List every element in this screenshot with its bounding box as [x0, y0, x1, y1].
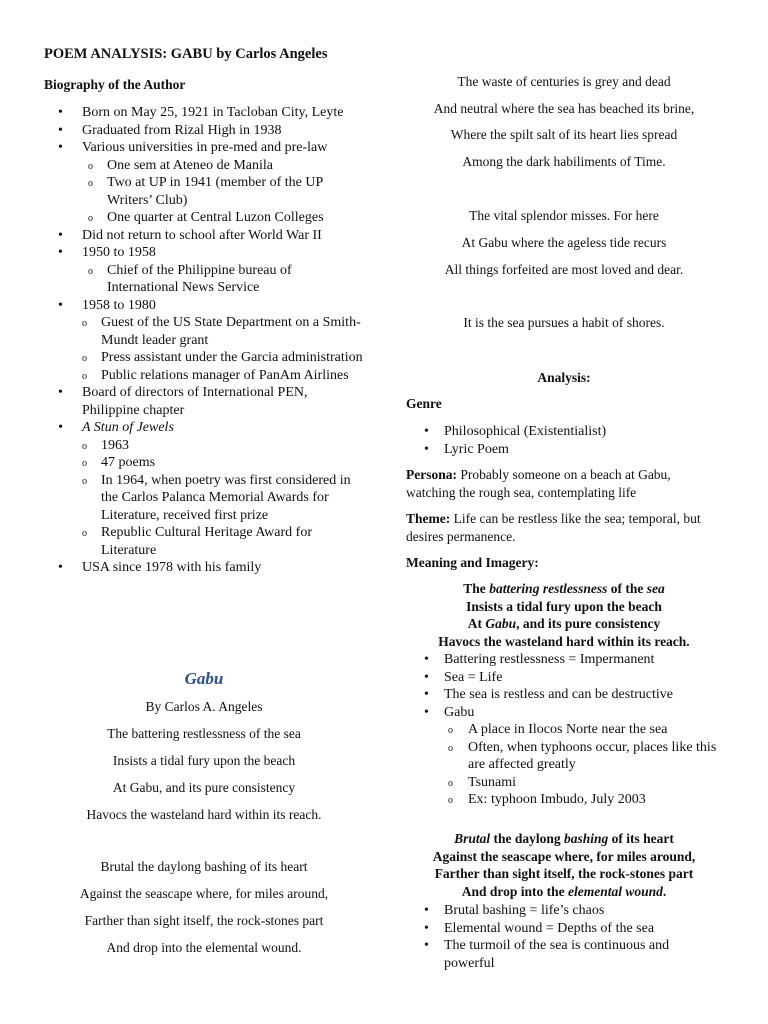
sub-list-item: o Public relations manager of PanAm Airlines [44, 367, 364, 385]
stanza-quote-1 [406, 580, 722, 650]
sub-list-item: o A place in Ilocos Norte near the sea [406, 721, 722, 739]
stanza-quote-2 [406, 830, 722, 900]
sub-list-item: o Guest of the US State Department on a Smith-Mundt leader grant [44, 314, 364, 349]
stanza-emphasis: sea [646, 581, 665, 596]
list-item: • A Stun of Jewels [44, 419, 364, 437]
theme-paragraph [406, 510, 722, 545]
poem-line: Insists a tidal fury upon the beach [112, 753, 296, 768]
list-item: • Did not return to school after World War II [44, 227, 364, 245]
page-title: POEM ANALYSIS: GABU by Carlos Angeles [44, 46, 328, 62]
stanza-text: the daylong [490, 831, 565, 846]
list-item: • Born on May 25, 1921 in Tacloban City, Leyte [44, 104, 364, 122]
stanza-line [406, 883, 722, 901]
poem-line: Where the spilt salt of its heart lies spread [450, 127, 678, 142]
stanza-line: Insists a tidal fury upon the beach [466, 598, 662, 614]
poem-line: Brutal the daylong bashing of its heart [100, 859, 308, 874]
stanza-emphasis: battering restlessness [489, 581, 608, 596]
poem-line: And drop into the elemental wound. [106, 940, 302, 955]
stanza-emphasis: Gabu [485, 616, 517, 631]
stanza-line: Havocs the wasteland hard within its reach. [438, 633, 690, 649]
stanza-text: of its heart [608, 831, 674, 846]
stanza-text: , and its pure consistency [516, 616, 661, 631]
poem-line: The vital splendor misses. For here [469, 208, 659, 223]
stanza-text: And drop into the [461, 883, 568, 899]
list-item: • Philosophical (Existentialist) [406, 423, 722, 441]
poem-line: At Gabu where the ageless tide recurs [461, 235, 667, 250]
sub-list-item: o Republic Cultural Heritage Award for Literature [44, 524, 364, 559]
sub-list-item: o One sem at Ateneo de Manila [44, 157, 364, 175]
poem-line: At Gabu, and its pure consistency [112, 780, 296, 795]
list-item: • The sea is restless and can be destructive [406, 686, 722, 704]
sub-list-item: o Chief of the Philippine bureau of International News Service [44, 262, 364, 297]
list-item: • USA since 1978 with his family [44, 559, 364, 577]
sub-list-item: o One quarter at Central Luzon Colleges [44, 209, 364, 227]
persona-label: Persona: [406, 467, 457, 482]
sub-list-item: o Often, when typhoons occur, places like this are affected greatly [406, 739, 722, 774]
genre-list [406, 423, 722, 458]
list-item: • Gabu [406, 704, 722, 722]
stanza-line [406, 580, 722, 598]
stanza-emphasis: Brutal [454, 831, 491, 846]
sub-list-item: o Press assistant under the Garcia administration [44, 349, 364, 367]
meaning-heading: Meaning and Imagery: [406, 555, 539, 570]
stanza-text: of the [607, 581, 647, 596]
meaning-list-1 [406, 651, 722, 809]
persona-text: Probably someone on a beach at Gabu, watching the rough sea, contemplating life [406, 467, 671, 500]
list-item: • 1958 to 1980 [44, 297, 364, 315]
list-item: • Lyric Poem [406, 441, 722, 459]
list-item: • Brutal bashing = life’s chaos [406, 902, 722, 920]
poem-line: Havocs the wasteland hard within its reach. [86, 807, 322, 822]
poem-line: Among the dark habiliments of Time. [462, 154, 666, 169]
list-item: • 1950 to 1958 [44, 244, 364, 262]
poem-line: The battering restlessness of the sea [107, 726, 301, 741]
stanza-text: The [463, 581, 490, 596]
stanza-line [406, 830, 722, 848]
sub-list-item: o Tsunami [406, 774, 722, 792]
stanza-line [406, 615, 722, 633]
list-item: • Various universities in pre-med and pre-law [44, 139, 364, 157]
list-item: • Battering restlessness = Impermanent [406, 651, 722, 669]
stanza-text: At [467, 616, 486, 631]
list-item: • Graduated from Rizal High in 1938 [44, 122, 364, 140]
poem-byline: By Carlos A. Angeles [145, 699, 263, 714]
list-item: • Sea = Life [406, 669, 722, 687]
list-item: • Board of directors of International PEN, Philippine chapter [44, 384, 364, 419]
sub-list-item: o Two at UP in 1941 (member of the UP Writers’ Club) [44, 174, 364, 209]
stanza-emphasis: bashing [564, 831, 609, 846]
stanza-line: Against the seascape where, for miles around, [432, 848, 696, 864]
poem-title: Gabu [184, 669, 224, 688]
poem-line: Farther than sight itself, the rock-stones part [84, 913, 324, 928]
sub-list-item: o 47 poems [44, 454, 364, 472]
list-item: • The turmoil of the sea is continuous and powerful [406, 937, 722, 972]
stanza-text: . [662, 883, 667, 899]
poem-line: All things forfeited are most loved and dear. [444, 262, 684, 277]
theme-label: Theme: [406, 511, 451, 526]
list-item: • Elemental wound = Depths of the sea [406, 920, 722, 938]
persona-paragraph [406, 466, 722, 501]
bio-heading: Biography of the Author [44, 77, 186, 92]
meaning-list-2 [406, 902, 722, 972]
analysis-heading: Analysis: [537, 370, 591, 385]
poem-line: The waste of centuries is grey and dead [457, 74, 671, 89]
bio-list [44, 104, 364, 577]
poem-line: And neutral where the sea has beached its brine, [433, 101, 695, 116]
genre-heading: Genre [406, 396, 442, 411]
sub-list-item: o Ex: typhoon Imbudo, July 2003 [406, 791, 722, 809]
poem-line: It is the sea pursues a habit of shores. [463, 315, 665, 330]
sub-list-item: o In 1964, when poetry was first considered in the Carlos Palanca Memorial Awards for Literature, received first prize [44, 472, 364, 525]
stanza-line: Farther than sight itself, the rock-stones part [434, 866, 694, 881]
stanza-emphasis: elemental wound [568, 883, 663, 899]
poem-line: Against the seascape where, for miles around, [79, 886, 329, 901]
theme-text: Life can be restless like the sea; temporal, but desires permanence. [406, 511, 701, 544]
sub-list-item: o 1963 [44, 437, 364, 455]
